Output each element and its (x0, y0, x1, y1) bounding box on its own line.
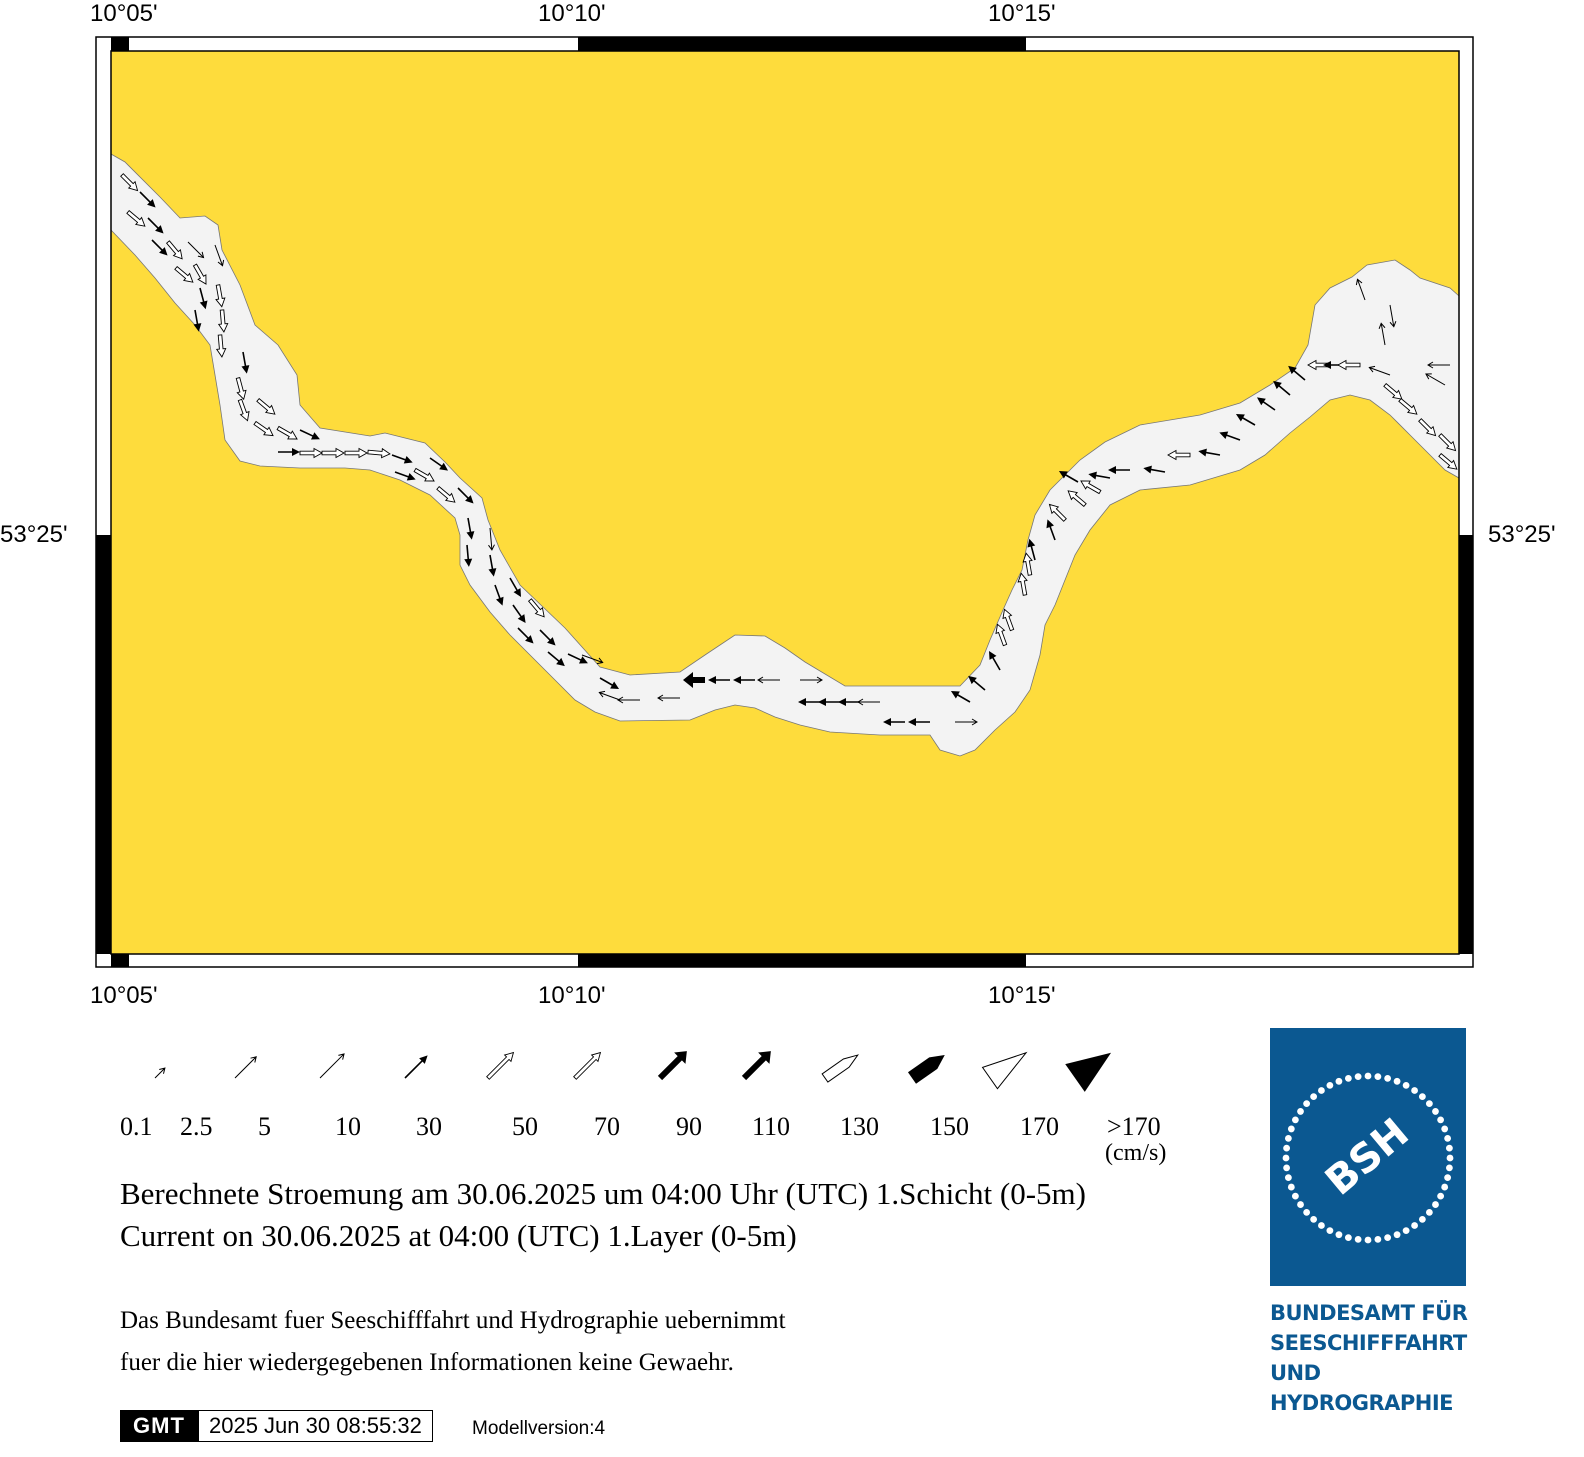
bsh-dot (1288, 1126, 1295, 1133)
bsh-dot (1384, 1234, 1391, 1241)
model-version: Modellversion:4 (472, 1418, 606, 1439)
legend-arrow (572, 1049, 604, 1081)
bsh-dot (1374, 1236, 1381, 1243)
legend-label: 70 (594, 1112, 620, 1141)
legend-arrow (402, 1053, 430, 1081)
lon-tick-bottom-2: 10°10' (538, 982, 606, 1009)
bsh-dot (1437, 1116, 1444, 1123)
bsh-dot (1285, 1135, 1292, 1142)
legend-arrow (153, 1066, 167, 1080)
bsh-dot (1365, 1073, 1372, 1080)
bsh-dot (1394, 1231, 1401, 1238)
lon-tick-bottom-1: 10°05' (90, 982, 158, 1009)
legend-arrow (1065, 1039, 1121, 1092)
legend-arrows (153, 1039, 1121, 1092)
disclaimer-line-2: fuer die hier wiedergegebenen Informationen keine Gewaehr. (120, 1349, 734, 1376)
lon-tick-top-3: 10°15' (988, 0, 1056, 27)
bsh-dot (1326, 1227, 1333, 1234)
gmt-timestamp-box (120, 1410, 433, 1442)
bsh-name-line: BUNDESAMT FÜR (1270, 1301, 1468, 1325)
bsh-dot (1444, 1174, 1451, 1181)
bsh-dot (1345, 1075, 1352, 1082)
legend-arrow (485, 1049, 517, 1081)
legend-label: 110 (752, 1112, 791, 1141)
lat-tick-right: 53°25' (1488, 521, 1556, 548)
legend-label: 130 (840, 1112, 879, 1141)
legend-label: 0.1 (120, 1112, 153, 1141)
legend-label: 2.5 (180, 1112, 213, 1141)
bsh-dot (1384, 1075, 1391, 1082)
bsh-dot (1326, 1082, 1333, 1089)
legend-arrow (822, 1051, 861, 1082)
legend-arrow (983, 1042, 1034, 1089)
bsh-dot (1441, 1184, 1448, 1191)
bsh-dot (1419, 1216, 1426, 1223)
bsh-emblem-icon (1270, 1028, 1466, 1286)
bsh-dot (1394, 1078, 1401, 1085)
legend-arrow (233, 1055, 258, 1080)
legend-label: 50 (512, 1112, 538, 1141)
lon-tick-top-1: 10°05' (90, 0, 158, 27)
bsh-dot (1444, 1135, 1451, 1142)
gmt-logo: GMT (120, 1410, 198, 1442)
bsh-dot (1283, 1145, 1290, 1152)
bsh-dot (1292, 1193, 1299, 1200)
bsh-dot (1336, 1231, 1343, 1238)
bsh-dot (1297, 1108, 1304, 1115)
bsh-dot (1441, 1126, 1448, 1133)
legend-unit: (cm/s) (1105, 1140, 1167, 1166)
bsh-dot (1447, 1155, 1454, 1162)
bsh-dot (1411, 1222, 1418, 1229)
bsh-dot (1426, 1100, 1433, 1107)
bsh-dot (1355, 1073, 1362, 1080)
bsh-dot (1432, 1201, 1439, 1208)
bsh-dot (1446, 1145, 1453, 1152)
bsh-dot (1419, 1093, 1426, 1100)
bsh-dot (1365, 1237, 1372, 1244)
bsh-dot (1310, 1093, 1317, 1100)
bsh-dot (1411, 1087, 1418, 1094)
legend-arrow (738, 1045, 776, 1083)
bsh-dot (1318, 1222, 1325, 1229)
bsh-dot (1446, 1164, 1453, 1171)
bsh-name-line: SEESCHIFFFAHRT (1270, 1331, 1467, 1355)
legend-label: 10 (335, 1112, 361, 1141)
legend-arrow (908, 1049, 949, 1083)
lon-tick-top-2: 10°10' (538, 0, 606, 27)
bsh-dot (1285, 1174, 1292, 1181)
bsh-dot (1345, 1234, 1352, 1241)
bsh-dot (1283, 1164, 1290, 1171)
bsh-dot (1303, 1100, 1310, 1107)
bsh-dot (1303, 1209, 1310, 1216)
legend-label: 170 (1020, 1112, 1059, 1141)
bsh-name (1270, 1298, 1467, 1418)
legend-label: 5 (258, 1112, 271, 1141)
bsh-dot (1355, 1236, 1362, 1243)
legend-label: 150 (930, 1112, 969, 1141)
lat-tick-left: 53°25' (0, 521, 68, 548)
bsh-dot (1292, 1116, 1299, 1123)
caption-english: Current on 30.06.2025 at 04:00 (UTC) 1.Layer (0-5m) (120, 1218, 797, 1253)
land-area (111, 51, 1459, 954)
bsh-name-line: HYDROGRAPHIE (1270, 1391, 1454, 1415)
lon-tick-bottom-3: 10°15' (988, 982, 1056, 1009)
legend-label: 30 (416, 1112, 442, 1141)
legend-arrow (318, 1052, 346, 1080)
bsh-dot (1283, 1155, 1290, 1162)
bsh-dot (1426, 1209, 1433, 1216)
bsh-dot (1297, 1201, 1304, 1208)
legend-label: >170 (1107, 1112, 1161, 1141)
timestamp: 2025 Jun 30 08:55:32 (198, 1410, 433, 1442)
bsh-dot (1310, 1216, 1317, 1223)
bsh-dot (1403, 1227, 1410, 1234)
bsh-dot (1318, 1087, 1325, 1094)
legend-arrow (654, 1045, 692, 1083)
bsh-dot (1437, 1193, 1444, 1200)
bsh-dot (1288, 1184, 1295, 1191)
legend-label: 90 (676, 1112, 702, 1141)
bsh-name-line: UND (1270, 1361, 1321, 1385)
bsh-dot (1403, 1082, 1410, 1089)
bsh-badge-text: BSH (1317, 1109, 1418, 1205)
bsh-dot (1374, 1073, 1381, 1080)
caption-german: Berechnete Stroemung am 30.06.2025 um 04:00 Uhr (UTC) 1.Schicht (0-5m) (120, 1176, 1086, 1211)
bsh-dot (1336, 1078, 1343, 1085)
disclaimer-line-1: Das Bundesamt fuer Seeschifffahrt und Hydrographie uebernimmt (120, 1307, 786, 1334)
bsh-logo (1270, 1028, 1466, 1286)
bsh-dot (1432, 1108, 1439, 1115)
